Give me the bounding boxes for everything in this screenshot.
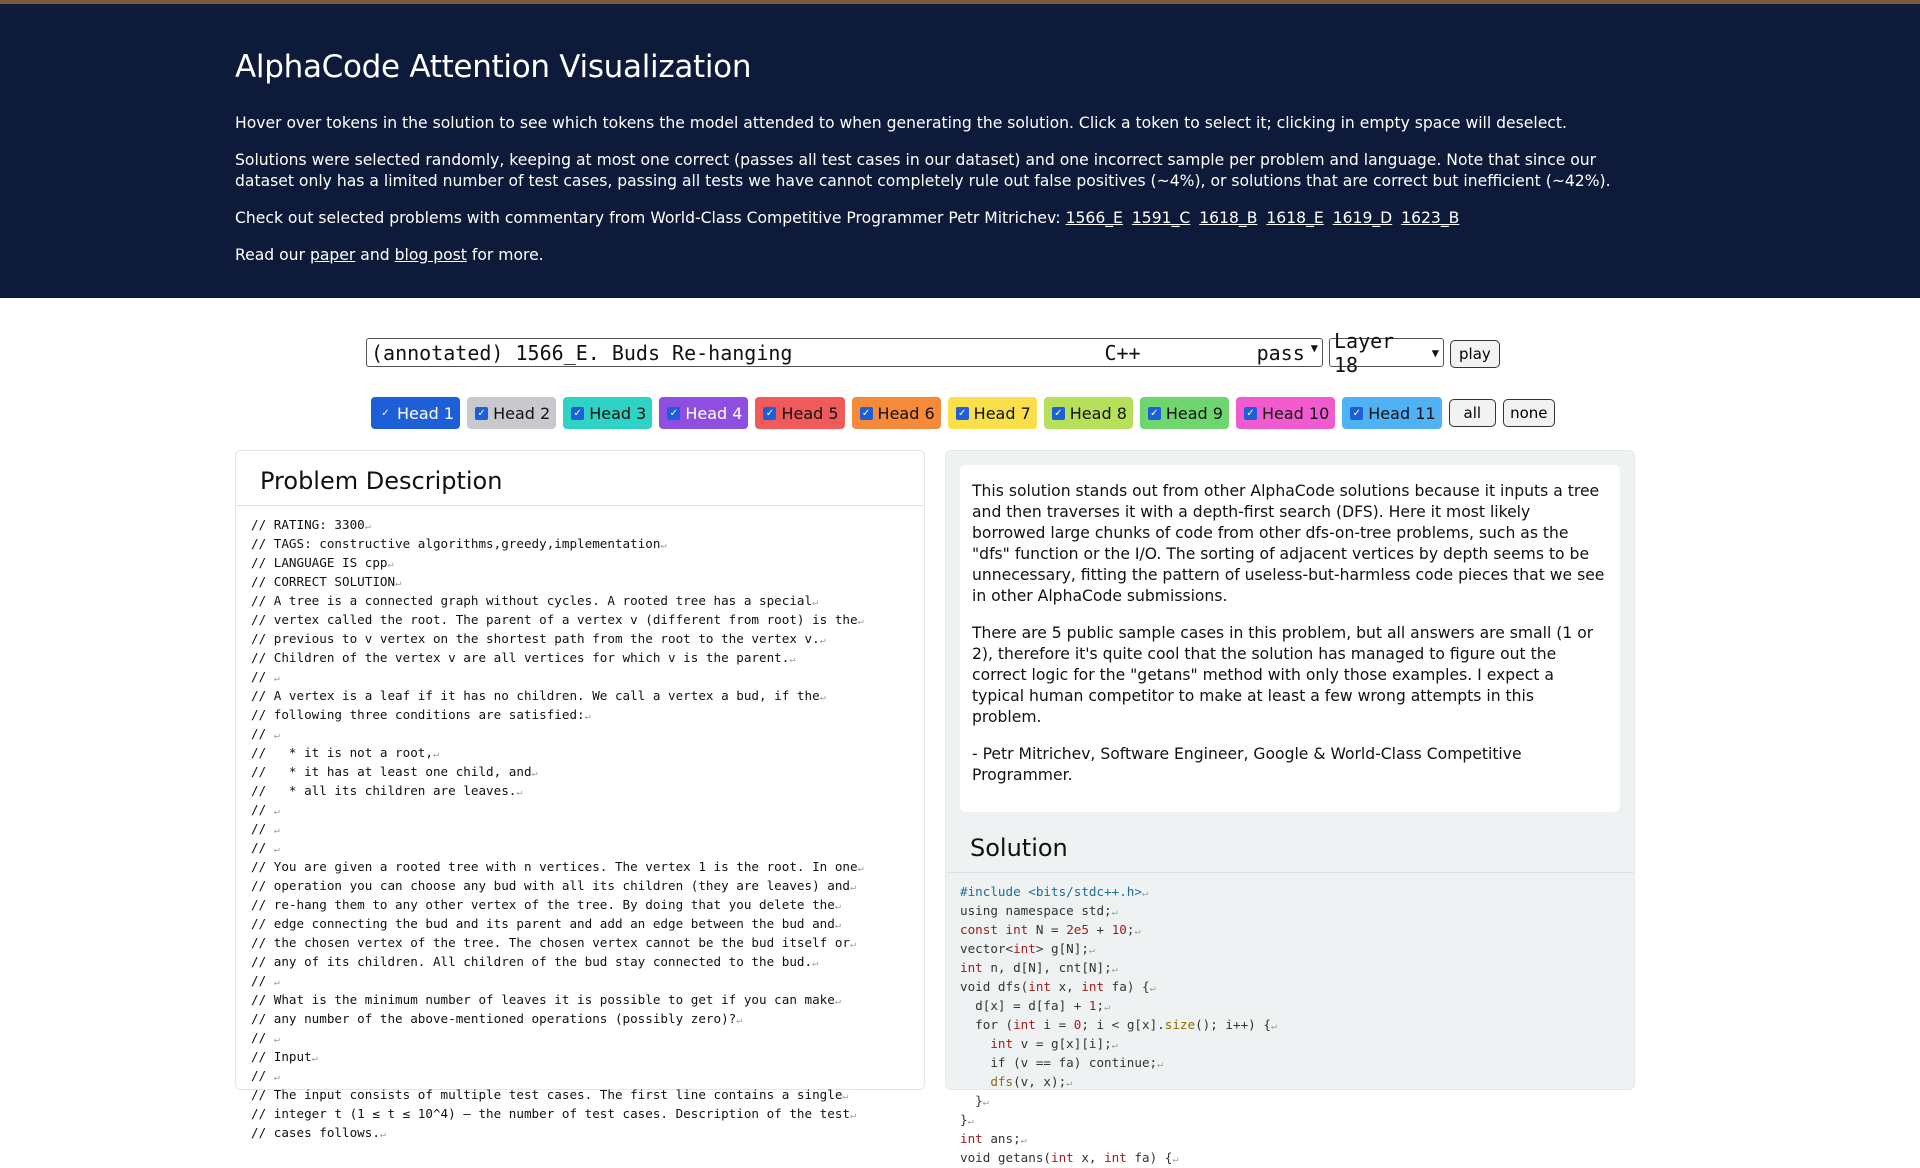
controls-bar bbox=[366, 328, 1500, 377]
commentary-paragraph: This solution stands out from other AlphaCode solutions because it inputs a tree and then traverses it with a depth-first search (DFS). Here it most likely borrowed large chunks of code from other dfs-on-tree problems, such as the "dfs" function or the I/O. The sorting of adjacent vertices by depth seems to be unnecessary, fitting the pattern of useless-but-harmless code pieces that we see in other AlphaCode submissions. bbox=[972, 482, 1605, 605]
code-line[interactable]: // A tree is a connected graph without cycles. A rooted tree has a special↵ bbox=[251, 593, 819, 608]
code-line[interactable]: // previous to v vertex on the shortest path from the root to the vertex v.↵ bbox=[251, 631, 826, 646]
checkbox-icon[interactable]: ✓ bbox=[1148, 407, 1161, 420]
problem-description-panel bbox=[235, 450, 925, 1140]
read-suffix: for more. bbox=[471, 246, 544, 264]
code-line[interactable]: // the chosen vertex of the tree. The chosen vertex cannot be the bud itself or↵ bbox=[251, 935, 857, 950]
checkbox-icon[interactable]: ✓ bbox=[379, 407, 392, 420]
checkbox-icon[interactable]: ✓ bbox=[1244, 407, 1257, 420]
commentary-box bbox=[960, 465, 1620, 812]
solution-panel bbox=[945, 450, 1635, 1165]
code-line[interactable]: // ↵ bbox=[251, 1068, 280, 1083]
code-line[interactable]: // edge connecting the bud and its parent and add an edge between the bud and↵ bbox=[251, 916, 841, 931]
code-line[interactable]: int n, d[N], cnt[N];↵ bbox=[960, 960, 1118, 975]
problem-link-1619_D[interactable]: 1619_D bbox=[1332, 209, 1393, 227]
code-line[interactable]: // any number of the above-mentioned operations (possibly zero)?↵ bbox=[251, 1011, 743, 1026]
head-label: Head 8 bbox=[1069, 403, 1127, 423]
intro-text: Hover over tokens in the solution to see which tokens the model attended to when generating the solution. Click a token to select it; clicking in empty space will deselect. bbox=[235, 114, 1567, 132]
head-label: Head 1 bbox=[397, 403, 455, 423]
code-line[interactable]: vector<int> g[N];↵ bbox=[960, 941, 1095, 956]
code-line[interactable]: // Input↵ bbox=[251, 1049, 318, 1064]
play-button[interactable]: play bbox=[1450, 340, 1500, 368]
code-line[interactable]: void getans(int x, int fa) {↵ bbox=[960, 1150, 1179, 1165]
code-line[interactable]: }↵ bbox=[960, 1112, 974, 1127]
checkbox-icon[interactable]: ✓ bbox=[1052, 407, 1065, 420]
read-prefix: Read our bbox=[235, 246, 305, 264]
solution-code bbox=[946, 873, 1634, 1168]
code-line[interactable]: // LANGUAGE IS cpp↵ bbox=[251, 555, 394, 570]
head-label: Head 6 bbox=[877, 403, 935, 423]
checkbox-icon[interactable]: ✓ bbox=[667, 407, 680, 420]
code-line[interactable]: // You are given a rooted tree with n vertices. The vertex 1 is the root. In one↵ bbox=[251, 859, 864, 874]
and-text: and bbox=[360, 246, 390, 264]
commentary-links bbox=[235, 208, 1615, 229]
read-more bbox=[235, 245, 1615, 266]
problem-description-title: Problem Description bbox=[236, 451, 924, 506]
code-line[interactable]: int v = g[x][i];↵ bbox=[990, 1036, 1118, 1051]
checkbox-icon[interactable]: ✓ bbox=[860, 407, 873, 420]
code-line[interactable]: const int N = 2e5 + 10;↵ bbox=[960, 922, 1141, 937]
code-line[interactable]: // integer t (1 ≤ t ≤ 10^4) — the number of test cases. Description of the test↵ bbox=[251, 1106, 857, 1121]
checkbox-icon[interactable]: ✓ bbox=[571, 407, 584, 420]
head-label: Head 10 bbox=[1261, 403, 1330, 423]
problem-select-language: C++ bbox=[1104, 340, 1141, 365]
blog-post-link[interactable]: blog post bbox=[394, 246, 467, 264]
solution-title: Solution bbox=[946, 812, 1634, 873]
code-line[interactable]: // ↵ bbox=[251, 802, 280, 817]
code-line[interactable]: // ↵ bbox=[251, 726, 280, 741]
head-label: Head 5 bbox=[781, 403, 839, 423]
commentary-attribution: - Petr Mitrichev, Software Engineer, Google & World-Class Competitive Programmer. bbox=[972, 745, 1522, 784]
code-line[interactable]: // following three conditions are satisfied:↵ bbox=[251, 707, 591, 722]
code-line[interactable]: int ans;↵ bbox=[960, 1131, 1027, 1146]
paper-link[interactable]: paper bbox=[309, 246, 356, 264]
problem-link-1618_E[interactable]: 1618_E bbox=[1266, 209, 1324, 227]
code-line[interactable]: using namespace std;↵ bbox=[960, 903, 1118, 918]
page-title: AlphaCode Attention Visualization bbox=[235, 49, 752, 85]
code-line[interactable]: // cases follows.↵ bbox=[251, 1125, 386, 1140]
head-label: Head 9 bbox=[1165, 403, 1223, 423]
code-line[interactable]: // The input consists of multiple test cases. The first line contains a single↵ bbox=[251, 1087, 849, 1102]
code-line[interactable]: // * all its children are leaves.↵ bbox=[251, 783, 523, 798]
code-line[interactable]: d[x] = d[fa] + 1;↵ bbox=[960, 998, 1111, 1013]
code-line[interactable]: // operation you can choose any bud with all its children (they are leaves) and↵ bbox=[251, 878, 857, 893]
code-line[interactable]: dfs(v, x);↵ bbox=[990, 1074, 1073, 1089]
code-line[interactable]: }↵ bbox=[960, 1093, 989, 1108]
selection-note: Solutions were selected randomly, keeping at most one correct (passes all test cases in our dataset) and one incorrect sample per problem and language. Note that since our dataset only has a limited number of test cases, passing all tests we have cannot completely rule out false positives (~4%), or solutions that are correct but inefficient (~42%). bbox=[235, 151, 1611, 190]
code-line[interactable]: // * it is not a root,↵ bbox=[251, 745, 440, 760]
code-line[interactable]: // * it has at least one child, and↵ bbox=[251, 764, 538, 779]
head-label: Head 4 bbox=[685, 403, 743, 423]
head-toggle[interactable] bbox=[852, 397, 941, 429]
problem-link-1591_C[interactable]: 1591_C bbox=[1131, 209, 1191, 227]
problem-description-text bbox=[236, 506, 924, 1143]
head-toggles bbox=[371, 397, 1555, 429]
code-line[interactable]: // ↵ bbox=[251, 973, 280, 988]
head-toggle[interactable] bbox=[467, 397, 556, 429]
problem-link-1623_B[interactable]: 1623_B bbox=[1401, 209, 1460, 227]
code-line[interactable]: if (v == fa) continue;↵ bbox=[960, 1055, 1164, 1070]
head-toggle[interactable] bbox=[1236, 397, 1335, 429]
select-all-heads-button[interactable]: all bbox=[1449, 399, 1497, 427]
layer-select-value: Layer 18 bbox=[1334, 328, 1395, 377]
select-no-heads-button[interactable]: none bbox=[1503, 399, 1554, 427]
code-line[interactable]: // RATING: 3300↵ bbox=[251, 517, 371, 532]
checkbox-icon[interactable]: ✓ bbox=[475, 407, 488, 420]
page-header bbox=[0, 4, 1920, 298]
checkbox-icon[interactable]: ✓ bbox=[763, 407, 776, 420]
head-toggle[interactable] bbox=[1044, 397, 1133, 429]
code-line[interactable]: // A vertex is a leaf if it has no children. We call a vertex a bud, if the↵ bbox=[251, 688, 826, 703]
head-label: Head 11 bbox=[1368, 403, 1436, 423]
head-label: Head 7 bbox=[973, 403, 1031, 423]
code-line[interactable]: // vertex called the root. The parent of a vertex v (different from root) is the↵ bbox=[251, 612, 864, 627]
code-line[interactable]: // ↵ bbox=[251, 1030, 280, 1045]
head-label: Head 2 bbox=[493, 403, 551, 423]
problem-link-1618_B[interactable]: 1618_B bbox=[1199, 209, 1258, 227]
code-line[interactable]: // Children of the vertex v are all vertices for which v is the parent.↵ bbox=[251, 650, 796, 665]
checkbox-icon[interactable]: ✓ bbox=[1350, 407, 1363, 420]
commentary-prefix: Check out selected problems with commentary from World-Class Competitive Programmer Petr Mitrichev: bbox=[235, 209, 1061, 227]
head-toggle[interactable] bbox=[659, 397, 748, 429]
code-line[interactable]: #include <bits/stdc++.h>↵ bbox=[960, 884, 1149, 899]
code-line[interactable]: // ↵ bbox=[251, 840, 280, 855]
code-line[interactable]: for (int i = 0; i < g[x].size(); i++) {↵ bbox=[960, 1017, 1277, 1032]
head-toggle[interactable] bbox=[948, 397, 1037, 429]
code-line[interactable]: // TAGS: constructive algorithms,greedy,implementation↵ bbox=[251, 536, 667, 551]
commentary-paragraph: There are 5 public sample cases in this problem, but all answers are small (1 or 2), therefore it's quite cool that the solution has managed to figure out the correct logic for the "getans" method with only those examples. I expect a typical human competitor to make at least a few wrong attempts in this problem. bbox=[972, 624, 1594, 726]
head-label: Head 3 bbox=[589, 403, 647, 423]
problem-select[interactable] bbox=[366, 338, 1323, 367]
code-line[interactable]: // any of its children. All children of the bud stay connected to the bud.↵ bbox=[251, 954, 819, 969]
head-toggle[interactable] bbox=[1342, 397, 1441, 429]
chevron-down-icon: ▼ bbox=[1431, 345, 1439, 360]
chevron-down-icon: ▼ bbox=[1310, 340, 1318, 355]
checkbox-icon[interactable]: ✓ bbox=[956, 407, 969, 420]
problem-select-name: (annotated) 1566_E. Buds Re-hanging bbox=[371, 340, 793, 365]
problem-link-1566_E[interactable]: 1566_E bbox=[1065, 209, 1123, 227]
code-line[interactable]: // What is the minimum number of leaves it is possible to get if you can make↵ bbox=[251, 992, 841, 1007]
code-line[interactable]: // CORRECT SOLUTION↵ bbox=[251, 574, 402, 589]
head-toggle[interactable] bbox=[755, 397, 844, 429]
code-line[interactable]: void dfs(int x, int fa) {↵ bbox=[960, 979, 1156, 994]
code-line[interactable]: // re-hang them to any other vertex of the tree. By doing that you delete the↵ bbox=[251, 897, 841, 912]
code-line[interactable]: // ↵ bbox=[251, 821, 280, 836]
layer-select[interactable] bbox=[1329, 328, 1444, 377]
head-toggle[interactable] bbox=[1140, 397, 1229, 429]
head-toggle[interactable] bbox=[563, 397, 652, 429]
code-line[interactable]: // ↵ bbox=[251, 669, 280, 684]
problem-select-status: pass bbox=[1256, 340, 1305, 365]
head-toggle[interactable] bbox=[371, 397, 460, 429]
